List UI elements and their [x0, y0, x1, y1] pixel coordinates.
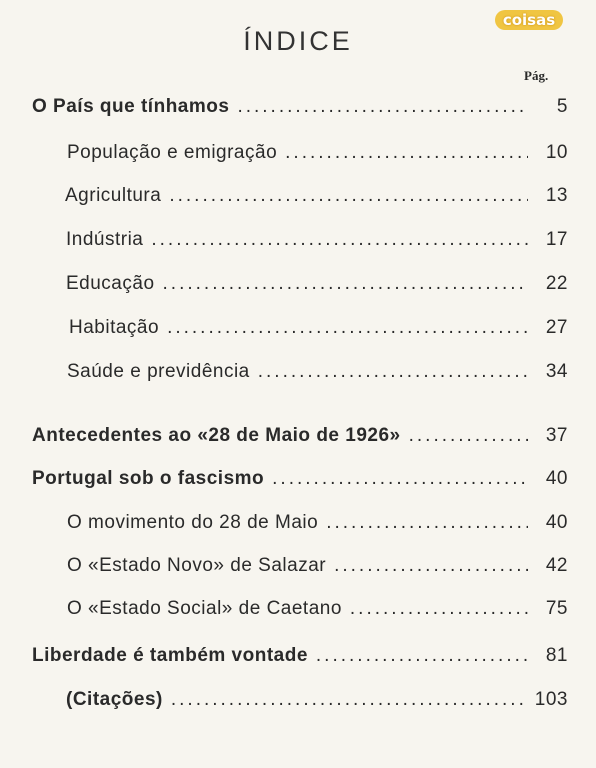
toc-entry[interactable] — [32, 645, 568, 667]
toc-leader-dots — [163, 273, 528, 295]
toc-entry-page: 5 — [556, 96, 568, 117]
toc-entry-label: População e emigração — [67, 142, 278, 163]
toc-entry-page: 17 — [545, 229, 568, 250]
toc-leader-dots — [409, 425, 528, 447]
toc-entry-page: 75 — [545, 598, 568, 619]
toc-entry-label: (Citações) — [66, 689, 163, 710]
toc-entry-page: 10 — [545, 142, 568, 163]
toc-entry[interactable] — [67, 598, 568, 620]
toc-entry-label: O movimento do 28 de Maio — [67, 512, 319, 533]
toc-leader-dots — [326, 512, 528, 534]
watermark-logo: coisas — [495, 10, 563, 30]
toc-entry-label: Educação — [66, 273, 155, 294]
toc-entry[interactable] — [32, 468, 568, 490]
toc-entry-page: 27 — [545, 317, 568, 338]
toc-entry-label: Saúde e previdência — [67, 361, 250, 382]
toc-entry[interactable] — [67, 512, 568, 534]
toc-leader-dots — [272, 468, 528, 490]
toc-leader-dots — [258, 361, 528, 383]
toc-entry[interactable] — [67, 361, 568, 383]
toc-entry[interactable] — [66, 229, 568, 251]
toc-entry[interactable] — [69, 317, 568, 339]
toc-entry-page: 40 — [545, 468, 568, 489]
toc-entry-label: O «Estado Novo» de Salazar — [67, 555, 327, 576]
toc-leader-dots — [171, 689, 528, 711]
toc-entry-page: 37 — [545, 425, 568, 446]
toc-entry-page: 40 — [545, 512, 568, 533]
toc-entry-label: O País que tínhamos — [32, 96, 230, 117]
toc-entry-label: O «Estado Social» de Caetano — [67, 598, 342, 619]
toc-leader-dots — [169, 185, 528, 207]
toc-leader-dots — [316, 645, 528, 667]
toc-entry-page: 22 — [545, 273, 568, 294]
toc-entry[interactable] — [67, 555, 568, 577]
toc-entry-page: 103 — [534, 689, 568, 710]
toc-entry[interactable] — [67, 142, 568, 164]
toc-entry[interactable] — [66, 273, 568, 295]
toc-leader-dots — [285, 142, 528, 164]
toc-entry[interactable] — [32, 96, 568, 118]
toc-entry-label: Agricultura — [65, 185, 162, 206]
toc-leader-dots — [237, 96, 528, 118]
toc-leader-dots — [334, 555, 528, 577]
toc-entry-page: 81 — [545, 645, 568, 666]
toc-entry-label: Portugal sob o fascismo — [32, 468, 265, 489]
toc-entry-page: 34 — [545, 361, 568, 382]
toc-entry-label: Habitação — [69, 317, 160, 338]
toc-entry-label: Antecedentes ao «28 de Maio de 1926» — [32, 425, 401, 446]
toc-entry-label: Liberdade é também vontade — [32, 645, 308, 666]
toc-entry[interactable] — [32, 425, 568, 447]
toc-entry[interactable] — [65, 185, 568, 207]
page-title: ÍNDICE — [243, 26, 353, 56]
toc-entry-page: 42 — [545, 555, 568, 576]
toc-entry-label: Indústria — [66, 229, 144, 250]
toc-entry[interactable] — [66, 689, 568, 711]
toc-leader-dots — [151, 229, 528, 251]
toc-leader-dots — [350, 598, 528, 620]
page-column-label: Pág. — [524, 68, 549, 83]
toc-leader-dots — [167, 317, 528, 339]
toc-entry-page: 13 — [545, 185, 568, 206]
